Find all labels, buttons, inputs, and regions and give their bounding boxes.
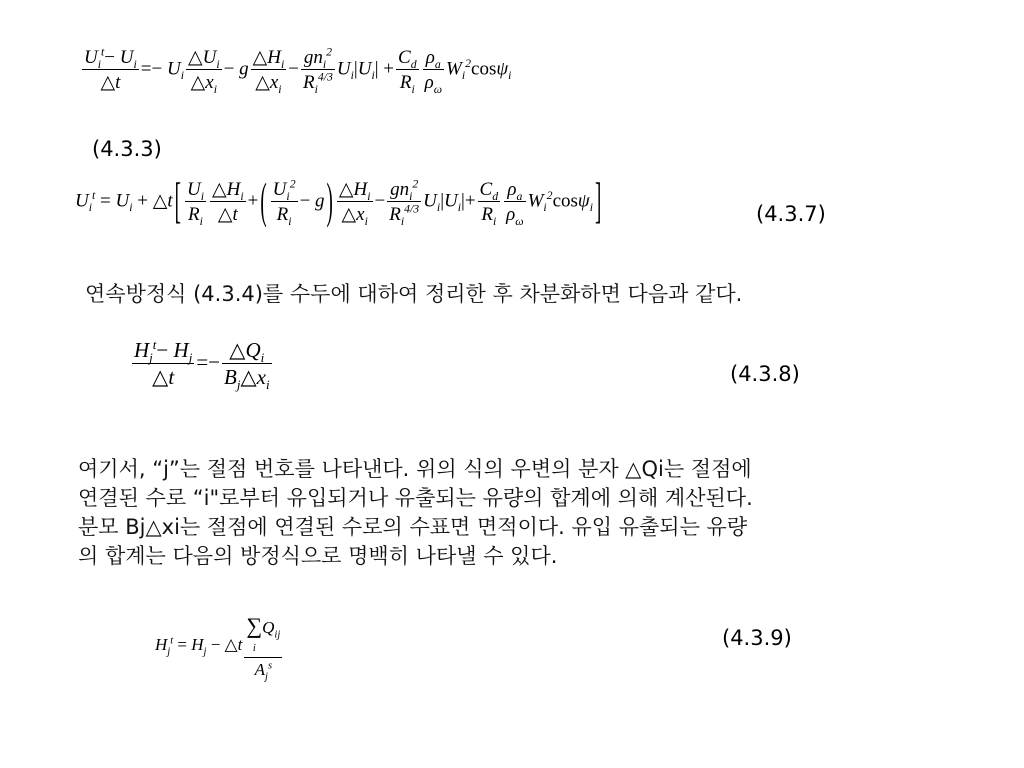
paragraph-line: 연속방정식 (4.3.4)를 수두에 대하여 정리한 후 차분화하면 다음과 같다. — [85, 282, 743, 306]
equation-4-3-3-label: (4.3.3) — [92, 137, 162, 161]
paragraph-line: 여기서, “j”는 절점 번호를 나타낸다. 위의 식의 우변의 분자 △Qi는 절점에 — [78, 457, 752, 481]
equation-4-3-8-label: (4.3.8) — [730, 362, 800, 386]
equation-4-3-3: $\frac{U_i^t- U_i}{\triangle t}$ =− $U_i$ $\frac{\triangle U_i}{\triangle x_i}$ − g $\frac{\triangle H_i}{\triangle x_i}$ − $\frac{gn_i^2}{R_i^{4/3}}$ $U_i|U_i|$ + $\frac{C_d}{R_i}$ $\frac{\rho_a}{\rho_\omega}$ $W_i^2\cos\psi_i$ — [84, 45, 512, 96]
equation-4-3-7: $U_i^t = U_i$ + △t [ $\frac{U_i}{R_i}$ $\frac{\triangle H_i}{\triangle t}$ + ( $\frac{U_i^2}{R_i}$ − g ) $\frac{\triangle H_i}{\triangle x_i}$ − $\frac{gn_i^2}{R_i^{4/3}}$ $U_i|U_i|+$ $\frac{C_d}{R_i}$ $\frac{\rho_a}{\rho_\omega}$ $W_i^2\cos\psi_i$ ] — [75, 174, 602, 230]
paragraph-line: 분모 Bj△xi는 절점에 연결된 수로의 수표면 면적이다. 유입 유출되는 유량 — [78, 515, 748, 539]
paragraph-node-explanation — [78, 455, 938, 571]
equation-4-3-9-label: (4.3.9) — [722, 626, 792, 650]
paragraph-continuity-intro — [85, 280, 945, 309]
equation-4-3-7-label: (4.3.7) — [756, 202, 826, 226]
equation-4-3-9: $H_j^t = H_j$ − △t $\sum Q_{ij}$ i $A_j^s$ — [155, 613, 281, 683]
paragraph-line: 의 합계는 다음의 방정식으로 명백히 나타낼 수 있다. — [78, 544, 558, 568]
paragraph-line: 연결된 수로 “i"로부터 유입되거나 유출되는 유량의 합계에 의해 계산된다. — [78, 486, 753, 510]
equation-4-3-8: $\frac{H_j^t- H_j}{\triangle t}$ =− $\frac{\triangle Q_i}{B_j\triangle x_i}$ — [134, 337, 270, 393]
